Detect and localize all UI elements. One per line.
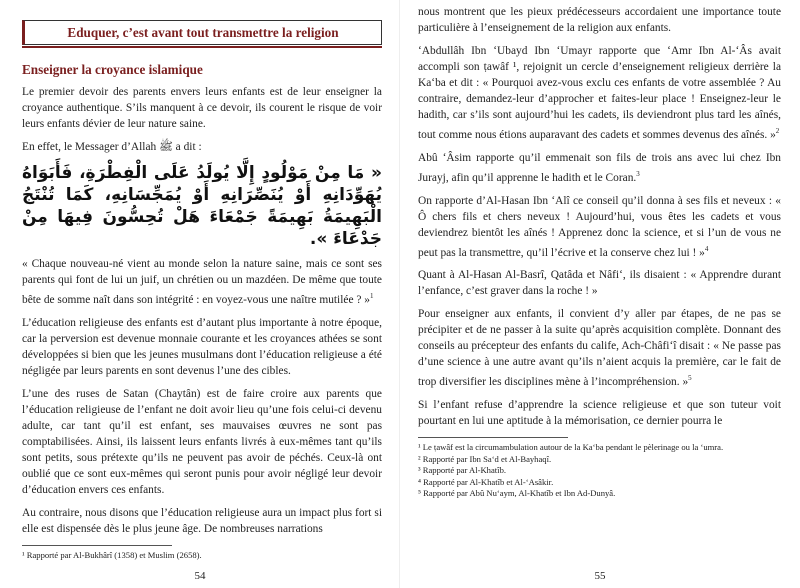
- footnote-ref: 5: [688, 374, 692, 383]
- paragraph: Si l’enfant refuse d’apprendre la science religieuse et que son tuteur voit pourtant en lui une aptitude à la mémorisation, ce dernier pourra le: [418, 399, 781, 428]
- chapter-title-box: [22, 20, 382, 48]
- hadith-translation: « Chaque nouveau-né vient au monde selon la nature saine, mais ce sont ses parents qui font de lui un juif, un chrétien ou un mazdéen. De même que toute bête de somme naît dans son intégrité : en voyez-vous une naître mutilée ? »: [22, 258, 382, 306]
- paragraph: En effet, le Messager d’Allah ﷺ a dit :: [22, 141, 202, 153]
- paragraph-text: Pour enseigner aux enfants, il convient d’y aller par étapes, de ne pas se précipiter et de ne passer à la suite qu’après acquisition complète. Donnant des conseils au précepteur des enfants du calife, Ach-Châfi‘î disait : « Ne passe pas d’une science à une autre avant qu’ils n’aient acquis la première, car le fait de trop diversifier les disciplines mène à l’incompréhension. »: [418, 308, 781, 389]
- footnote: ¹ Le ṭawâf est la circumambulation autour de la Ka‘ba pendant le pèlerinage ou la ‘umra.: [418, 442, 724, 453]
- paragraph-text: ‘Abdullâh Ibn ‘Ubayd Ibn ‘Umayr rapporte que ‘Amr Ibn Al-‘Âs avait accompli son ṭawâf ¹, rejoignit un cercle d’enseignement religieux derrière la Ka‘ba et dit : « Pourquoi avez-vous exclu ces enfants de votre assemblée ? Au contraire, demandez-leur d’approcher et faites-leur place ! Enseignez-leur le hadith, car s’ils sont aujourd’hui les cadets, ils deviendront plus tard les aînés, tout comme nous étions auparavant des cadets et sommes devenus des aînés. »: [418, 45, 781, 141]
- arabic-hadith: « مَا مِنْ مَوْلُودٍ إِلَّا يُولَدُ عَلَى الْفِطْرَةِ، فَأَبَوَاهُ يُهَوِّدَانِهِ أَوْ يُنَصِّرَانِهِ أَوْ يُمَجِّسَانِهِ، كَمَا تُنْتَجُ الْبَهِيمَةُ بَهِيمَةً جَمْعَاءَ هَلْ تُحِسُّونَ فِيهَا مِنْ جَدْعَاءَ ».: [22, 163, 382, 249]
- paragraph-text: Abû ‘Âsim rapporte qu’il emmenait son fils de trois ans avec lui chez Ibn Jurayj, afin qu’il apprenne le hadith et le Coran.: [418, 151, 781, 184]
- paragraph: L’une des ruses de Satan (Chaytân) est de faire croire aux parents que l’éducation religieuse de l’enfant ne doit avoir lieu qu’une fois celui-ci devenu adulte, car tant qu’il est enfant, ses mauvaises œuvres ne sont pas comptabilisées. Ainsi, ils laissent leurs enfants livrés à eux-mêmes tant qu’ils sont petits, sous prétexte qu’ils ne peuvent pas avoir de péchés. Ceux-là ont oublié que ce sont eux-mêmes qui seront punis pour avoir négligé leur devoir d’éducation envers ces enfants.: [22, 387, 382, 496]
- paragraph: [418, 43, 781, 143]
- footnote: ² Rapporté par Ibn Sa‘d et Al-Bayhaqî.: [418, 453, 552, 464]
- right-page: [400, 0, 800, 588]
- paragraph: [22, 256, 382, 308]
- section-heading: Enseigner la croyance islamique: [22, 62, 203, 77]
- paragraph: Le premier devoir des parents envers leurs enfants est de leur enseigner la croyance authentique. S’ils manquent à ce devoir, ils courent le risque de voir leurs enfants dévier de leur nature saine.: [22, 86, 382, 130]
- page-number: 55: [594, 570, 606, 582]
- footnote-ref: 4: [704, 244, 709, 253]
- chapter-title: Eduquer, c’est avant tout transmettre la religion: [22, 20, 382, 45]
- footnote-rule: [418, 437, 568, 438]
- footnote-ref: 3: [636, 169, 640, 178]
- left-page-body: [22, 20, 382, 561]
- footnote: ⁴ Rapporté par Al-Khatîb et Al-‘Asâkir.: [418, 476, 554, 487]
- page-number: 54: [194, 570, 206, 582]
- title-underline: [22, 46, 382, 48]
- footnote: ³ Rapporté par Al-Khatîb.: [418, 465, 507, 476]
- footnote-ref: 1: [369, 292, 374, 300]
- paragraph: Au contraire, nous disons que l’éducation religieuse aura un impact plus fort si elle est dispensée dès le plus jeune âge. De nombreuses narrations: [22, 506, 382, 535]
- paragraph: [418, 193, 781, 261]
- paragraph-text: On rapporte d’Al-Hasan Ibn ‘Alî ce conseil qu’il donna à ses fils et neveux : « Ô chers fils et chers neveux ! Aujourd’hui, vous êtes les cadets et vous deviendrez bientôt les aînés ! Apprenez donc la science, et si l’un de vous ne peut pas la transmettre, qu’il l’écrive et la conserve chez lui ! »: [418, 194, 781, 259]
- footnote: ¹ Rapporté par Al-Bukhârî (1358) et Muslim (2658).: [22, 549, 202, 560]
- paragraph: nous montrent que les pieux prédécesseurs accordaient une importance toute particulière à l’enseignement de la religion aux enfants.: [418, 6, 781, 34]
- paragraph: [418, 150, 781, 186]
- paragraph: [418, 306, 781, 390]
- footnote-rule: [22, 545, 172, 546]
- footnote-ref: 2: [775, 127, 780, 135]
- right-page-body: [418, 4, 781, 500]
- paragraph: Quant à Al-Hasan Al-Basrî, Qatâda et Nâfi‘, ils disaient : « Apprendre durant l’enfance, c’est graver dans la roche ! »: [418, 269, 781, 298]
- paragraph: L’éducation religieuse des enfants est d’autant plus importante à notre époque, car la perversion est devenue monnaie courante et les croyances athées se sont développées si bien que les jeunes musulmans dont l’éducation religieuse a été négligée par leurs parents en sont devenus l’une des cibles.: [22, 316, 382, 377]
- footnote: ⁵ Rapporté par Abû Nu‘aym, Al-Khatîb et Ibn Ad-Dunyâ.: [418, 488, 616, 499]
